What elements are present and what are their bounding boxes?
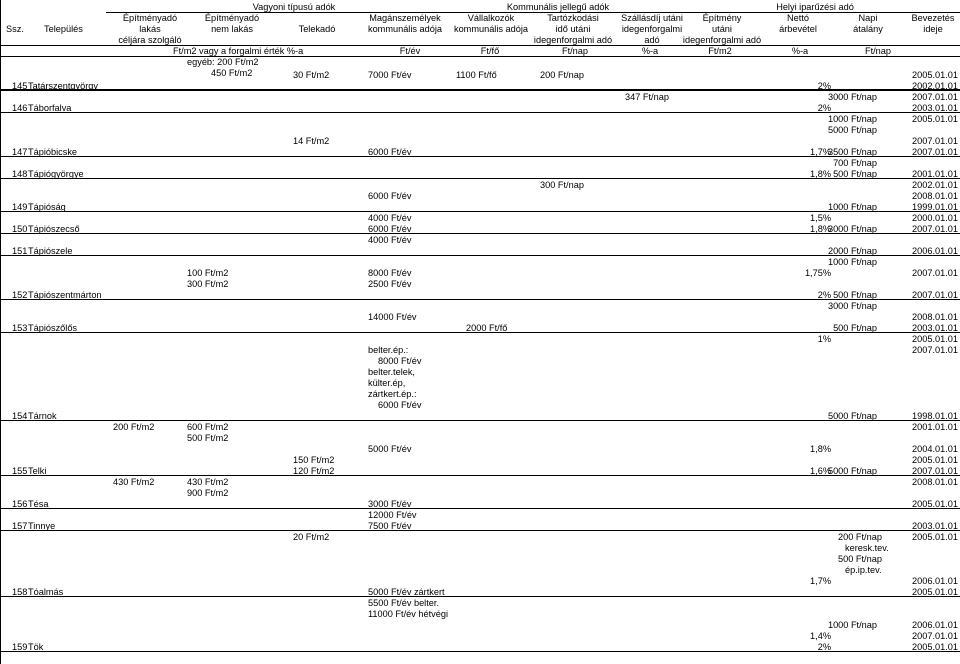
table-cell: 430 Ft/m2 (187, 477, 229, 487)
table-cell: Tápióbicske (28, 147, 78, 157)
table-cell: 7500 Ft/év (368, 521, 412, 531)
table-cell: 5000 Ft/nap (827, 125, 877, 135)
row-separator (0, 530, 960, 531)
header-szallasdij-3: adó (644, 35, 660, 45)
table-cell: 300 Ft/nap (540, 180, 584, 190)
table-cell: 3000 Ft/nap (827, 92, 877, 102)
unit-szazalek-2: %-a (791, 46, 809, 56)
table-cell: 2003.01.01 (912, 323, 958, 333)
row-separator (0, 651, 960, 652)
table-cell: Telki (28, 466, 47, 476)
table-cell: 152 (12, 290, 28, 300)
header-bevezetes-2: ideje (923, 24, 943, 34)
table-cell: belter.telek, (368, 367, 415, 377)
table-cell: 3500 Ft/nap (827, 147, 877, 157)
header-netto-2: árbevétel (779, 24, 817, 34)
table-cell: Tápiószentmárton (28, 290, 102, 300)
row-separator (0, 596, 960, 597)
table-cell: Táborfalva (28, 103, 72, 113)
table-cell: 2003.01.01 (912, 103, 958, 113)
row-separator (0, 211, 960, 212)
table-cell: 5000 Ft/nap (827, 411, 877, 421)
table-cell: 347 Ft/nap (625, 92, 669, 102)
table-cell: 2005.01.01 (912, 587, 958, 597)
header-epitmeny-3: idegenforgalmi adó (682, 35, 762, 45)
table-cell: 2500 Ft/év (368, 279, 412, 289)
table-cell: 1,6% (810, 466, 831, 476)
header-mag-kom-2: kommunális adója (367, 24, 443, 34)
table-cell: 200 Ft/nap (838, 532, 882, 542)
table-cell: 7000 Ft/év (368, 70, 412, 80)
table-cell: 151 (12, 246, 28, 256)
table-cell: 6000 Ft/év (368, 147, 412, 157)
table-cell: 4000 Ft/év (368, 213, 412, 223)
table-cell: 100 Ft/m2 (187, 268, 229, 278)
grid-line (0, 45, 960, 46)
table-cell: 5000 Ft/nap (827, 466, 877, 476)
table-cell: Tésa (28, 499, 49, 509)
table-cell: 2006.01.01 (912, 620, 958, 630)
table-cell: 2005.01.01 (912, 532, 958, 542)
table-cell: 2006.01.01 (912, 576, 958, 586)
table-cell: 1000 Ft/nap (827, 620, 877, 630)
header-ep-nemlakas-2: nem lakás (211, 24, 253, 34)
table-cell: 2007.01.01 (912, 92, 958, 102)
table-cell: 147 (12, 147, 28, 157)
table-cell: 2005.01.01 (912, 70, 958, 80)
table-cell: külter.ép, (368, 378, 406, 388)
table-cell: Tápiószecső (28, 224, 80, 234)
table-cell: ép.ip.tev. (845, 565, 882, 575)
table-cell: 8000 Ft/év (368, 268, 412, 278)
table-cell: 200 Ft/nap (540, 70, 584, 80)
header-tartozkodasi-3: idegenforgalmi adó (533, 35, 613, 45)
table-cell: Tápiógyörgye (28, 169, 84, 179)
table-cell: 120 Ft/m2 (293, 466, 335, 476)
table-cell: 2007.01.01 (912, 224, 958, 234)
sub-note-450: 450 Ft/m2 (211, 68, 253, 78)
table-cell: Tápióság (28, 202, 66, 212)
header-epitmeny-1: Építmény (702, 13, 742, 23)
table-cell: belter.ép.: (368, 345, 409, 355)
table-cell: Tinnye (28, 521, 56, 531)
table-cell: 1,8% (810, 224, 831, 234)
table-cell: 2007.01.01 (912, 268, 958, 278)
table-cell: 150 Ft/m2 (293, 455, 335, 465)
table-cell: 153 (12, 323, 28, 333)
table-cell: 12000 Ft/év (368, 510, 417, 520)
unit-ft-nap: Ft/nap (561, 46, 589, 56)
header-napi-2: átalány (853, 24, 883, 34)
header-ssz: Ssz. (6, 24, 24, 34)
row-separator (0, 112, 960, 113)
header-telepules: Település (44, 24, 83, 34)
table-cell: keresk.tev. (845, 543, 889, 553)
unit-ft-ev: Ft/év (399, 46, 421, 56)
table-cell: 20 Ft/m2 (293, 532, 330, 542)
table-cell: 14000 Ft/év (368, 312, 417, 322)
table-cell: 148 (12, 169, 28, 179)
table-cell: 1,4% (810, 631, 831, 641)
table-cell: 2008.01.01 (912, 477, 958, 487)
table-cell: 1100 Ft/fő (456, 70, 497, 80)
table-cell: 1,5% (810, 213, 831, 223)
table-cell: 145 (12, 81, 28, 91)
table-cell: 2% (817, 642, 831, 652)
table-cell: 159 (12, 642, 28, 652)
header-netto-1: Nettó (787, 13, 809, 23)
unit-ft-fo: Ft/fő (480, 46, 500, 56)
table-cell: zártkert.ép.: (368, 389, 417, 399)
table-cell: 500 Ft/nap (833, 169, 877, 179)
table-cell: 300 Ft/m2 (187, 279, 229, 289)
table-cell: 1000 Ft/nap (827, 114, 877, 124)
header-szallasdij-2: idegenforgalmi (621, 24, 683, 34)
table-cell: 430 Ft/m2 (113, 477, 155, 487)
table-cell: Tárnok (28, 411, 57, 421)
grid-line (106, 12, 960, 13)
table-cell: 2% (817, 290, 831, 300)
sub-note-egyeb: egyéb: 200 Ft/m2 (187, 57, 259, 67)
unit-ft-m2: Ft/m2 (708, 46, 732, 56)
table-cell: 2007.01.01 (912, 466, 958, 476)
table-cell: Tatárszentgyörgy (28, 81, 98, 91)
table-cell: 2007.01.01 (912, 631, 958, 641)
table-cell: 2005.01.01 (912, 642, 958, 652)
table-cell: 150 (12, 224, 28, 234)
table-cell: 2007.01.01 (912, 136, 958, 146)
table-cell: 30 Ft/m2 (293, 70, 330, 80)
table-cell: 155 (12, 466, 28, 476)
table-cell: 1% (817, 334, 831, 344)
row-separator (0, 255, 960, 256)
header-telekado: Telekadó (298, 24, 336, 34)
table-cell: 1,8% (810, 169, 831, 179)
table-cell: 2% (817, 81, 831, 91)
table-cell: 5000 Ft/év (368, 444, 412, 454)
table-cell: 2% (817, 103, 831, 113)
table-cell: 156 (12, 499, 28, 509)
unit-szazalek-1: %-a (641, 46, 659, 56)
table-cell: 500 Ft/nap (833, 290, 877, 300)
table-cell: 500 Ft/nap (833, 323, 877, 333)
header-vall-kom-1: Vállalkozók (467, 13, 515, 23)
table-cell: 146 (12, 103, 28, 113)
table-cell: 1000 Ft/nap (827, 202, 877, 212)
header-epitmeny-2: utáni (712, 24, 732, 34)
table-cell: 2000 Ft/fő (466, 323, 508, 333)
table-cell: 1000 Ft/nap (827, 257, 877, 267)
table-cell: 2002.01.01 (912, 180, 958, 190)
table-cell: 2005.01.01 (912, 455, 958, 465)
row-separator (0, 508, 960, 509)
table-cell: 2001.01.01 (912, 169, 958, 179)
table-cell: 200 Ft/m2 (113, 422, 155, 432)
table-cell: 2005.01.01 (912, 114, 958, 124)
table-cell: 900 Ft/m2 (187, 488, 229, 498)
table-cell: 1,7% (810, 147, 831, 157)
table-cell: 14 Ft/m2 (293, 136, 330, 146)
header-mag-kom-1: Magánszemélyek (369, 13, 441, 23)
table-cell: Tápiószőlős (28, 323, 78, 333)
header-tartozkodasi-2: idő utáni (555, 24, 591, 34)
table-cell: 11000 Ft/év hétvégi (368, 609, 449, 619)
table-cell: 2008.01.01 (912, 312, 958, 322)
table-cell: 2004.01.01 (912, 444, 958, 454)
table-cell: 158 (12, 587, 28, 597)
table-cell: 5000 Ft/év zártkert (368, 587, 445, 597)
table-cell: 1998.01.01 (912, 411, 958, 421)
header-group-kommunalis: Kommunális jellegű adók (506, 2, 610, 12)
table-cell: 2002.01.01 (912, 81, 958, 91)
row-separator (0, 299, 960, 300)
row-separator (0, 420, 960, 421)
header-bevezetes-1: Bevezetés (911, 13, 955, 23)
table-cell: 3000 Ft/nap (827, 301, 877, 311)
table-cell: 600 Ft/m2 (187, 422, 229, 432)
table-cell: Tápiószele (28, 246, 73, 256)
table-cell: 2007.01.01 (912, 345, 958, 355)
table-cell: 2005.01.01 (912, 499, 958, 509)
table-cell: 149 (12, 202, 28, 212)
table-cell: 2003.01.01 (912, 521, 958, 531)
table-cell: 2006.01.01 (912, 246, 958, 256)
header-ep-lakas-3: céljára szolgáló (118, 35, 182, 45)
header-tartozkodasi-1: Tartózkodási (547, 13, 599, 23)
table-cell: Tök (28, 642, 44, 652)
table-cell: 3000 Ft/év (368, 499, 412, 509)
row-separator (0, 90, 960, 91)
table-cell: 1999.01.01 (912, 202, 958, 212)
table-cell: 6000 Ft/év (378, 400, 422, 410)
table-cell: 500 Ft/nap (838, 554, 882, 564)
table-cell: 1,8% (810, 444, 831, 454)
table-cell: 2007.01.01 (912, 147, 958, 157)
table-cell: 500 Ft/m2 (187, 433, 229, 443)
table-cell: 2008.01.01 (912, 191, 958, 201)
header-group-ipar: Helyi iparűzési adó (776, 2, 854, 12)
header-ep-lakas-2: lakás (139, 24, 161, 34)
table-cell: 2000 Ft/nap (827, 246, 877, 256)
table-cell: 8000 Ft/év (378, 356, 422, 366)
table-cell: 3000 Ft/nap (827, 224, 877, 234)
header-vall-kom-2: kommunális adója (453, 24, 529, 34)
table-cell: 6000 Ft/év (368, 191, 412, 201)
header-napi-1: Napi (858, 13, 878, 23)
grid-line (0, 56, 960, 57)
table-cell: 1,75% (804, 268, 831, 278)
table-cell: 1,7% (810, 576, 831, 586)
table-cell: 2000.01.01 (912, 213, 958, 223)
header-ep-nemlakas-1: Építményadó (204, 13, 260, 23)
table-cell: 5500 Ft/év belter. (368, 598, 439, 608)
table-cell: Tóalmás (28, 587, 64, 597)
unit-ft-m2-forgalmi: Ft/m2 vagy a forgalmi érték %-a (173, 46, 304, 56)
table-cell: 157 (12, 521, 28, 531)
table-cell: 154 (12, 411, 28, 421)
header-szallasdij-1: Szállásdíj utáni (621, 13, 683, 23)
table-cell: 4000 Ft/év (368, 235, 412, 245)
table-cell: 2005.01.01 (912, 334, 958, 344)
header-ep-lakas-1: Építményadó (122, 13, 178, 23)
table-cell: 6000 Ft/év (368, 224, 412, 234)
table-cell: 700 Ft/nap (833, 158, 877, 168)
header-group-vagyoni: Vagyoni típusú adók (252, 2, 336, 12)
table-cell: 2007.01.01 (912, 290, 958, 300)
table-cell: 2001.01.01 (912, 422, 958, 432)
unit-ft-nap-2: Ft/nap (864, 46, 892, 56)
